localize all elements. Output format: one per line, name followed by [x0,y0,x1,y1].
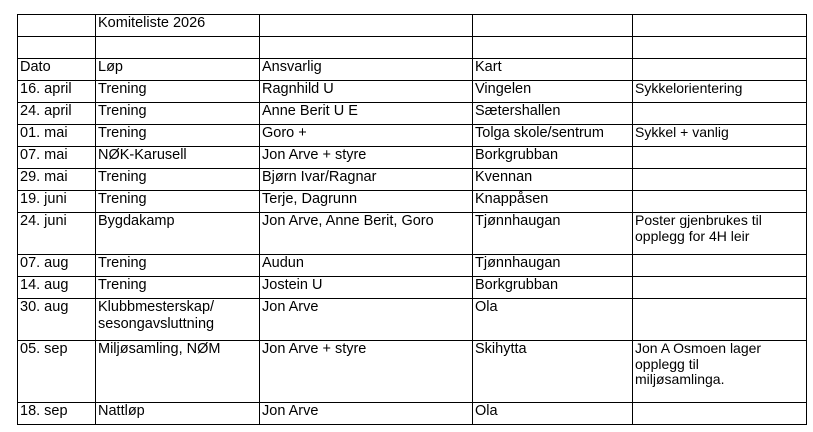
document-title: Komiteliste 2026 [96,15,260,37]
responsible-cell: Audun [260,255,473,277]
map-cell: Knappåsen [473,191,633,213]
map-cell: Tjønnhaugan [473,213,633,255]
date-cell: 16. april [18,81,96,103]
notes-cell [633,147,807,169]
event-cell: NØK-Karusell [96,147,260,169]
date-cell: 24. april [18,103,96,125]
table-row [18,213,807,255]
empty-cell [260,37,473,59]
notes-cell [633,191,807,213]
date-cell: 18. sep [18,403,96,425]
map-cell: Ola [473,299,633,341]
event-cell: Nattløp [96,403,260,425]
empty-cell [260,15,473,37]
responsible-cell: Jostein U [260,277,473,299]
header-event: Løp [96,59,260,81]
event-cell: Bygdakamp [96,213,260,255]
responsible-cell: Jon Arve [260,299,473,341]
empty-cell [18,15,96,37]
date-cell: 14. aug [18,277,96,299]
date-cell: 07. aug [18,255,96,277]
map-cell: Borkgrubban [473,277,633,299]
empty-cell [633,37,807,59]
table-row [18,147,807,169]
empty-cell [473,37,633,59]
notes-cell [633,169,807,191]
notes-cell [633,403,807,425]
map-cell: Vingelen [473,81,633,103]
event-cell: Trening [96,81,260,103]
map-cell: Tolga skole/sentrum [473,125,633,147]
date-cell: 24. juni [18,213,96,255]
table-row [18,81,807,103]
responsible-cell: Goro + [260,125,473,147]
event-cell: Trening [96,169,260,191]
map-cell: Sætershallen [473,103,633,125]
map-cell: Ola [473,403,633,425]
responsible-cell: Bjørn Ivar/Ragnar [260,169,473,191]
table-row [18,299,807,341]
event-cell: Trening [96,277,260,299]
empty-cell [96,37,260,59]
empty-cell [18,37,96,59]
map-cell: Tjønnhaugan [473,255,633,277]
notes-cell: Sykkel + vanlig [633,125,807,147]
table-row [18,191,807,213]
header-map: Kart [473,59,633,81]
notes-cell: Sykkelorientering [633,81,807,103]
table-row [18,125,807,147]
date-cell: 05. sep [18,341,96,403]
responsible-cell: Anne Berit U E [260,103,473,125]
committee-table [17,14,807,425]
header-responsible: Ansvarlig [260,59,473,81]
date-cell: 07. mai [18,147,96,169]
map-cell: Borkgrubban [473,147,633,169]
table-row [18,255,807,277]
notes-cell: Poster gjenbrukes til opplegg for 4H leir [633,213,807,255]
responsible-cell: Terje, Dagrunn [260,191,473,213]
header-row [18,59,807,81]
date-cell: 29. mai [18,169,96,191]
event-cell: Trening [96,103,260,125]
event-cell: Trening [96,255,260,277]
map-cell: Skihytta [473,341,633,403]
event-cell: Trening [96,125,260,147]
table-row [18,403,807,425]
header-notes [633,59,807,81]
responsible-cell: Jon Arve + styre [260,341,473,403]
empty-cell [473,15,633,37]
title-row [18,15,807,37]
notes-cell [633,103,807,125]
table-row [18,277,807,299]
notes-cell: Jon A Osmoen lager opplegg til miljøsamlinga. [633,341,807,403]
notes-cell [633,255,807,277]
table-row [18,169,807,191]
responsible-cell: Jon Arve + styre [260,147,473,169]
table-row [18,103,807,125]
date-cell: 01. mai [18,125,96,147]
notes-cell [633,299,807,341]
responsible-cell: Jon Arve, Anne Berit, Goro [260,213,473,255]
event-cell: Klubbmesterskap/ sesongavsluttning [96,299,260,341]
table-row [18,341,807,403]
responsible-cell: Jon Arve [260,403,473,425]
date-cell: 30. aug [18,299,96,341]
date-cell: 19. juni [18,191,96,213]
notes-cell [633,277,807,299]
responsible-cell: Ragnhild U [260,81,473,103]
empty-cell [633,15,807,37]
event-cell: Miljøsamling, NØM [96,341,260,403]
event-cell: Trening [96,191,260,213]
blank-row [18,37,807,59]
map-cell: Kvennan [473,169,633,191]
header-date: Dato [18,59,96,81]
